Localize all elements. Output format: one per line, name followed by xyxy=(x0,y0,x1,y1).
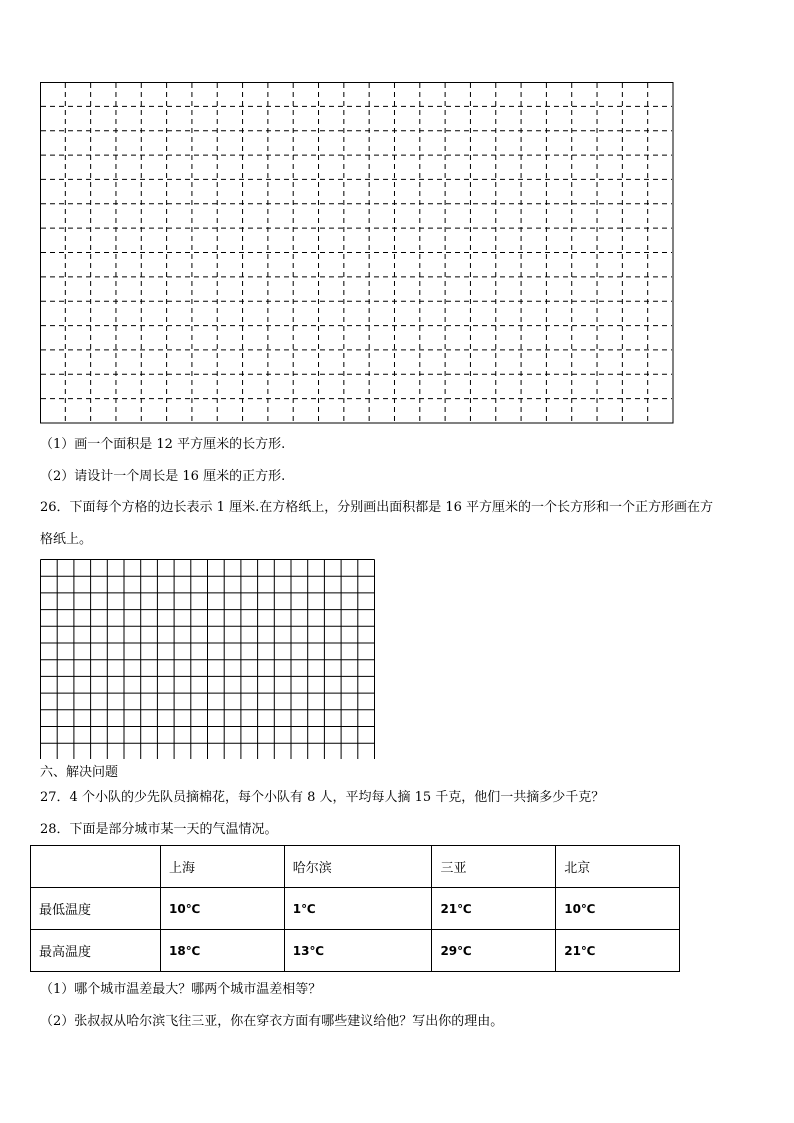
q27-text: 27．4 个小队的少先队员摘棉花，每个小队有 8 人，平均每人摘 15 千克，他们一共摘多少千克？ xyxy=(40,790,605,805)
q26-text-line2: 格纸上。 xyxy=(40,532,93,547)
table-row xyxy=(31,930,680,972)
table-cell: 21℃ xyxy=(432,888,556,930)
table-header-cell xyxy=(31,846,161,888)
q25-sub2: （2）请设计一个周长是 16 厘米的正方形. xyxy=(40,469,286,484)
table-row xyxy=(31,888,680,930)
dashed-grid-paper xyxy=(40,82,674,424)
table-cell: 1℃ xyxy=(284,888,432,930)
row-label: 最低温度 xyxy=(31,888,161,930)
temperature-table xyxy=(30,845,680,972)
square-grid-paper xyxy=(40,559,376,759)
table-header-cell: 上海 xyxy=(161,846,285,888)
table-header-cell: 三亚 xyxy=(432,846,556,888)
q28-text: 28．下面是部分城市某一天的气温情况。 xyxy=(40,822,278,837)
table-cell: 13℃ xyxy=(284,930,432,972)
table-header-cell: 北京 xyxy=(556,846,680,888)
q26-text-line1: 26．下面每个方格的边长表示 1 厘米.在方格纸上，分别画出面积都是 16 平方厘米的一个长方形和一个正方形画在方 xyxy=(40,500,714,515)
table-cell: 10℃ xyxy=(556,888,680,930)
section-title: 六、解决问题 xyxy=(40,765,119,780)
q28-sub1: （1）哪个城市温差最大？哪两个城市温差相等？ xyxy=(40,982,322,997)
table-header-row xyxy=(31,846,680,888)
q25-sub1: （1）画一个面积是 12 平方厘米的长方形. xyxy=(40,437,286,452)
table-cell: 21℃ xyxy=(556,930,680,972)
q28-sub2: （2）张叔叔从哈尔滨飞往三亚，你在穿衣方面有哪些建议给他？写出你的理由。 xyxy=(40,1014,504,1029)
table-cell: 18℃ xyxy=(161,930,285,972)
row-label: 最高温度 xyxy=(31,930,161,972)
table-cell: 10℃ xyxy=(161,888,285,930)
table-cell: 29℃ xyxy=(432,930,556,972)
table-header-cell: 哈尔滨 xyxy=(284,846,432,888)
